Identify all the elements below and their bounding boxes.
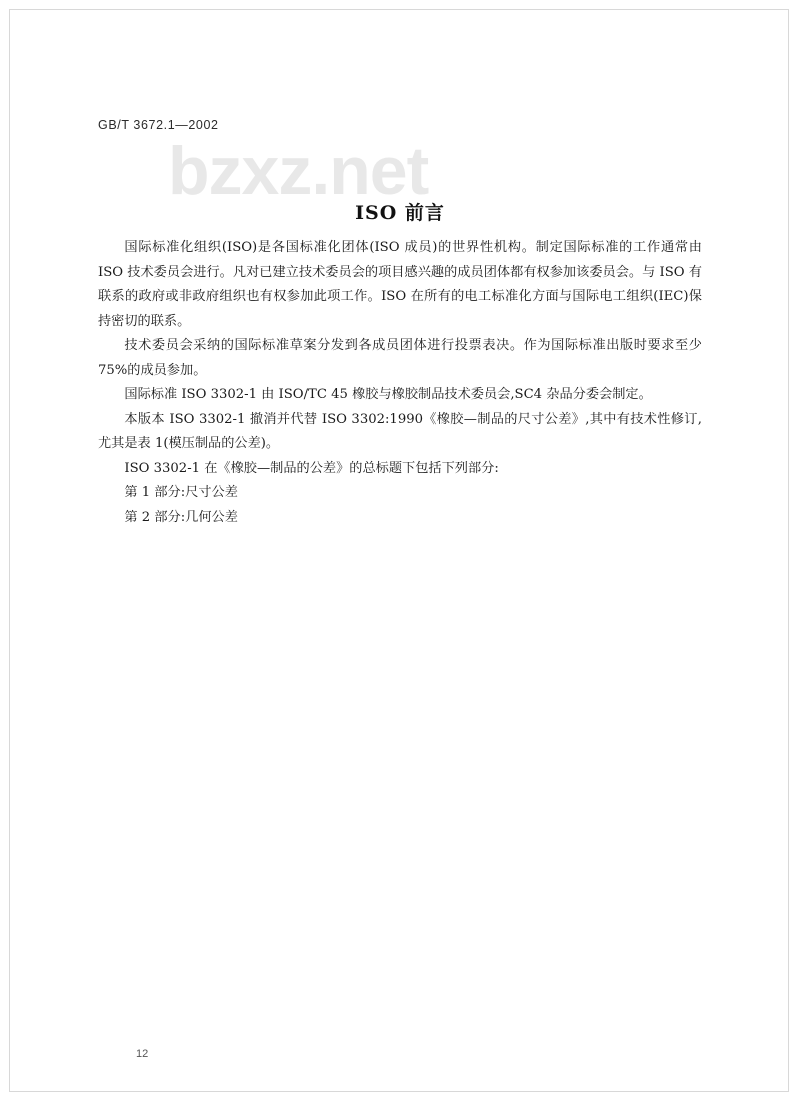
paragraph: 本版本 ISO 3302-1 撤消并代替 ISO 3302:1990《橡胶—制品的尺寸公差》,其中有技术性修订,尤其是表 1(模压制品的公差)。: [98, 411, 702, 451]
paragraph: ISO 3302-1 在《橡胶—制品的公差》的总标题下包括下列部分:: [124, 460, 499, 476]
body-text: [98, 236, 702, 530]
list-item: 第 1 部分:尺寸公差: [124, 485, 238, 500]
paragraph: 技术委员会采纳的国际标准草案分发到各成员团体进行投票表决。作为国际标准出版时要求至少 75%的成员参加。: [98, 338, 702, 378]
list-item: 第 2 部分:几何公差: [124, 509, 238, 525]
page-title: ISO 前言: [355, 202, 445, 224]
paragraph: 国际标准化组织(ISO)是各国标准化团体(ISO 成员)的世界性机构。制定国际标准的工作通常由 ISO 技术委员会进行。凡对已建立技术委员会的项目感兴趣的成员团体都有权参加该委员会。与 ISO 有联系的政府或非政府组织也有权参加此项工作。ISO 在所有的电工标准化方面与国际电工组织(IEC)保持密切的联系。: [98, 240, 702, 329]
watermark-text: bzxz.net: [168, 133, 429, 209]
paragraph: 国际标准 ISO 3302-1 由 ISO/TC 45 橡胶与橡胶制品技术委员会,SC4 杂品分委会制定。: [124, 387, 652, 402]
page-number: 12: [136, 1048, 149, 1060]
standard-code: GB/T 3672.1—2002: [98, 118, 219, 132]
